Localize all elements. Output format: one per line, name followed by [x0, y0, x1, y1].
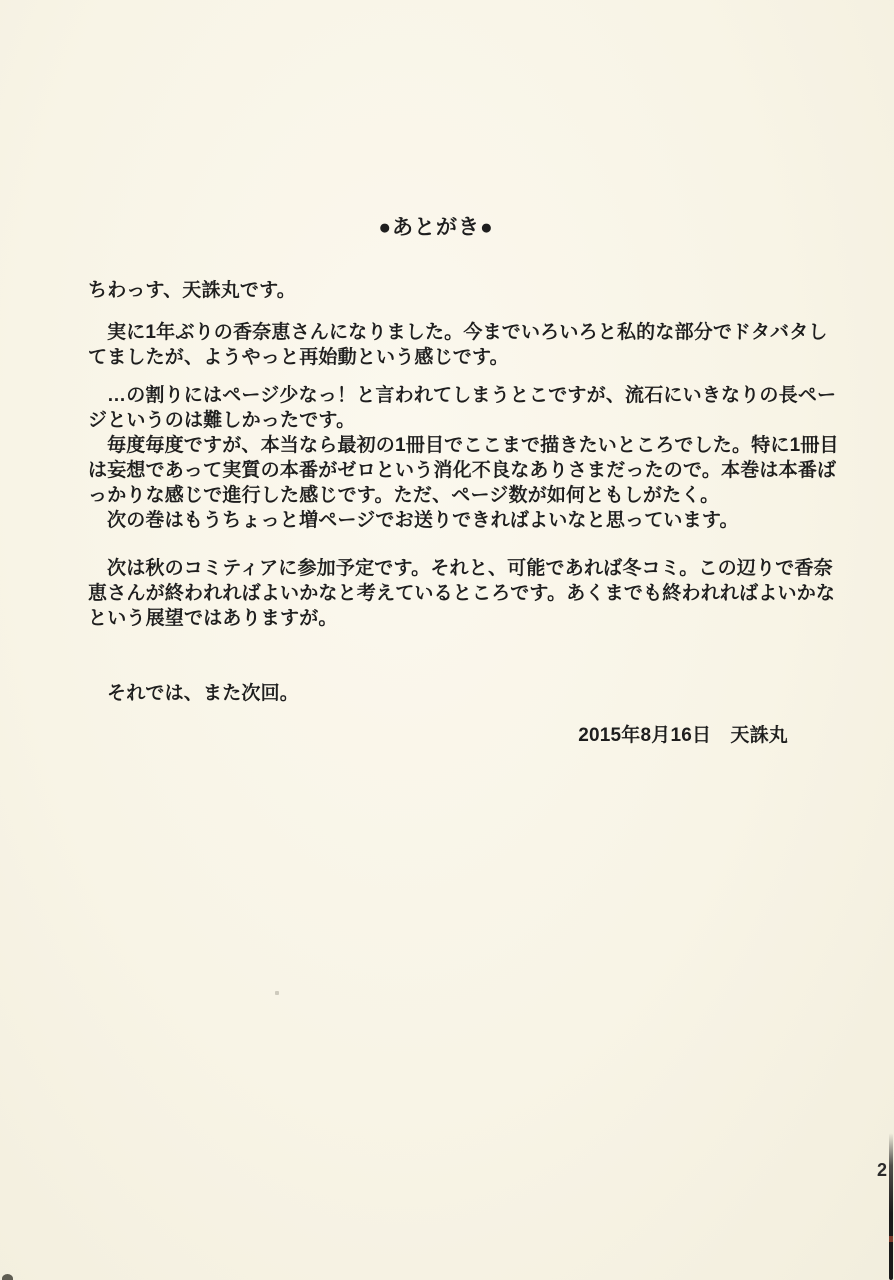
scan-edge-shadow [889, 1133, 893, 1280]
text-line: …の割りにはページ少なっ！と言われてしまうとこですが、流石にいきなりの長ペー [107, 385, 837, 406]
paragraph [88, 383, 837, 433]
text-line: は妄想であって実質の本番がゼロという消化不良なありさまだったので。本巻は本番ば [88, 460, 837, 481]
afterword-title: ●あとがき● [378, 216, 494, 239]
paper-speck [275, 991, 279, 995]
text-line: てましたが、ようやっと再始動という感じです。 [88, 347, 509, 368]
corner-scan-artifact [2, 1274, 13, 1280]
text-line: 次は秋のコミティアに参加予定です。それと、可能であれば冬コミ。この辺りで香奈 [107, 558, 833, 579]
page-number: 2 [876, 1160, 887, 1180]
paragraph [88, 556, 836, 631]
text-line: ちわっす、天誅丸です。 [88, 280, 296, 301]
paragraph [88, 433, 839, 508]
afterword-body [88, 278, 839, 748]
text-line: 次の巻はもうちょっと増ページでお送りできればよいなと思っています。 [107, 510, 739, 531]
paragraph [88, 508, 814, 533]
scan-edge-red-speck [889, 1236, 893, 1242]
paragraph [88, 278, 814, 303]
paragraph [88, 320, 828, 370]
text-line: 毎度毎度ですが、本当なら最初の1冊目でここまで描きたいところでした。特に1冊目 [107, 435, 839, 456]
text-line: ジというのは難しかったです。 [88, 410, 356, 431]
text-line: 恵さんが終われればよいかなと考えているところです。あくまでも終われればよいかな [88, 583, 836, 604]
text-line: それでは、また次回。 [107, 683, 300, 704]
text-line: という展望ではありますが。 [88, 608, 338, 629]
date-signature: 2015年8月16日 天誅丸 [578, 725, 788, 746]
text-line: っかりな感じで進行した感じです。ただ、ページ数が如何ともしがたく。 [88, 485, 720, 506]
paragraph [88, 681, 814, 706]
text-line: 実に1年ぶりの香奈恵さんになりました。今までいろいろと私的な部分でドタバタし [107, 322, 828, 343]
